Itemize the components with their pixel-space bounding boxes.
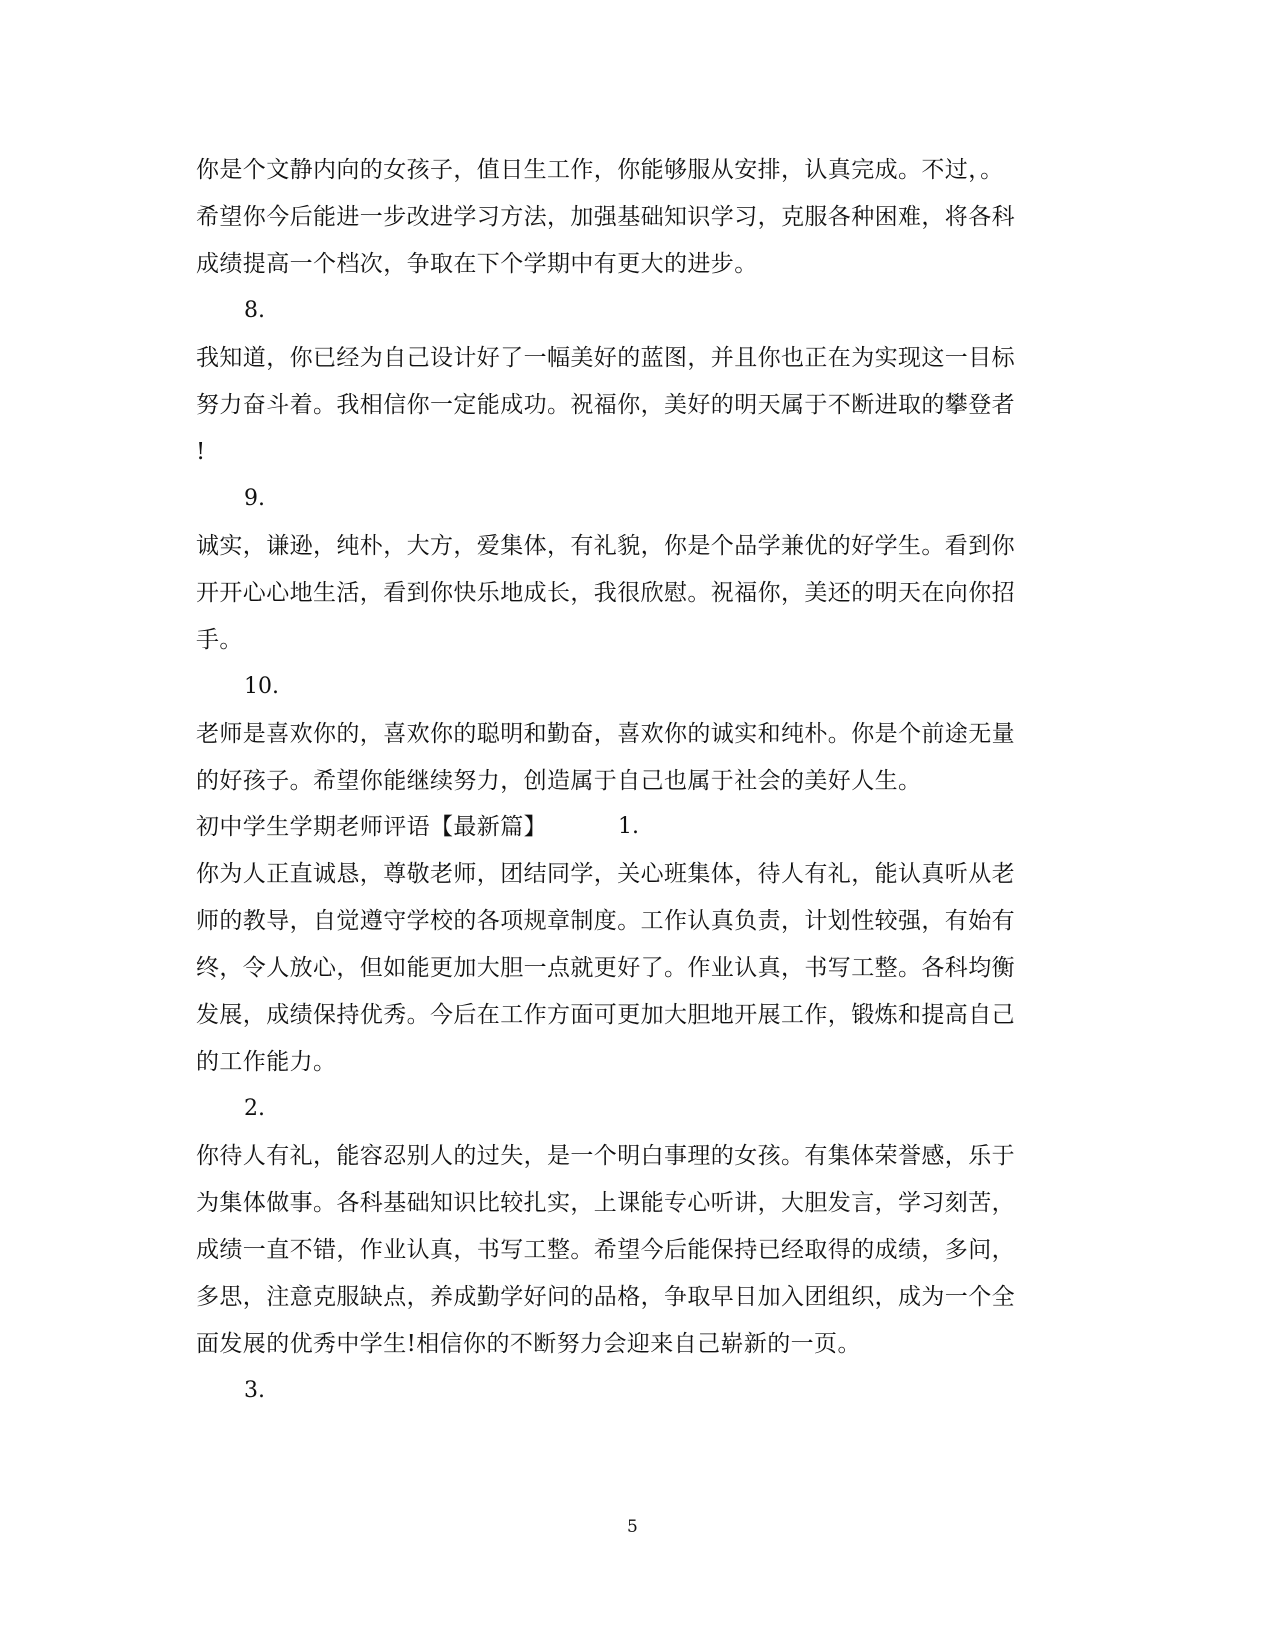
item-number: 1. [618, 814, 639, 839]
text-line: 多思，注意克服缺点，养成勤学好问的品格，争取早日加入团组织，成为一个全 [196, 1284, 1015, 1310]
item-number: 3. [244, 1378, 265, 1403]
text-line: 你是个文静内向的女孩子，值日生工作，你能够服从安排，认真完成。不过，。 [196, 157, 1004, 183]
item-number: 9. [244, 486, 265, 511]
text-line: 师的教导，自觉遵守学校的各项规章制度。工作认真负责，计划性较强，有始有 [196, 908, 1015, 934]
text-line: 的工作能力。 [196, 1049, 337, 1075]
text-line: 努力奋斗着。我相信你一定能成功。祝福你，美好的明天属于不断进取的攀登者 [196, 392, 1015, 418]
text-line: ! [196, 439, 206, 465]
text-line: 成绩一直不错，作业认真，书写工整。希望今后能保持已经取得的成绩，多问， [196, 1237, 1015, 1263]
item-number: 10. [244, 674, 279, 699]
text-line: 面发展的优秀中学生!相信你的不断努力会迎来自己崭新的一页。 [196, 1331, 861, 1357]
page-number: 5 [627, 1517, 638, 1537]
text-line: 开开心心地生活，看到你快乐地成长，我很欣慰。祝福你，美还的明天在向你招 [196, 580, 1015, 606]
section-heading: 初中学生学期老师评语【最新篇】 [196, 814, 547, 840]
text-line: 发展，成绩保持优秀。今后在工作方面可更加大胆地开展工作，锻炼和提高自己 [196, 1002, 1015, 1028]
text-line: 希望你今后能进一步改进学习方法，加强基础知识学习，克服各种困难，将各科 [196, 204, 1015, 230]
text-line: 终，令人放心，但如能更加大胆一点就更好了。作业认真，书写工整。各科均衡 [196, 955, 1015, 981]
text-line: 成绩提高一个档次，争取在下个学期中有更大的进步。 [196, 251, 758, 277]
text-line: 的好孩子。希望你能继续努力，创造属于自己也属于社会的美好人生。 [196, 768, 922, 794]
text-line: 你待人有礼，能容忍别人的过失，是一个明白事理的女孩。有集体荣誉感，乐于 [196, 1143, 1015, 1169]
item-number: 2. [244, 1096, 265, 1121]
item-number: 8. [244, 298, 265, 323]
text-line: 为集体做事。各科基础知识比较扎实，上课能专心听讲，大胆发言，学习刻苦， [196, 1190, 1015, 1216]
text-line: 老师是喜欢你的，喜欢你的聪明和勤奋，喜欢你的诚实和纯朴。你是个前途无量 [196, 721, 1015, 747]
text-line: 我知道，你已经为自己设计好了一幅美好的蓝图，并且你也正在为实现这一目标 [196, 345, 1015, 371]
text-line: 手。 [196, 627, 243, 653]
text-line: 诚实，谦逊，纯朴，大方，爱集体，有礼貌，你是个品学兼优的好学生。看到你 [196, 533, 1015, 559]
text-line: 你为人正直诚恳，尊敬老师，团结同学，关心班集体，待人有礼，能认真听从老 [196, 861, 1015, 887]
